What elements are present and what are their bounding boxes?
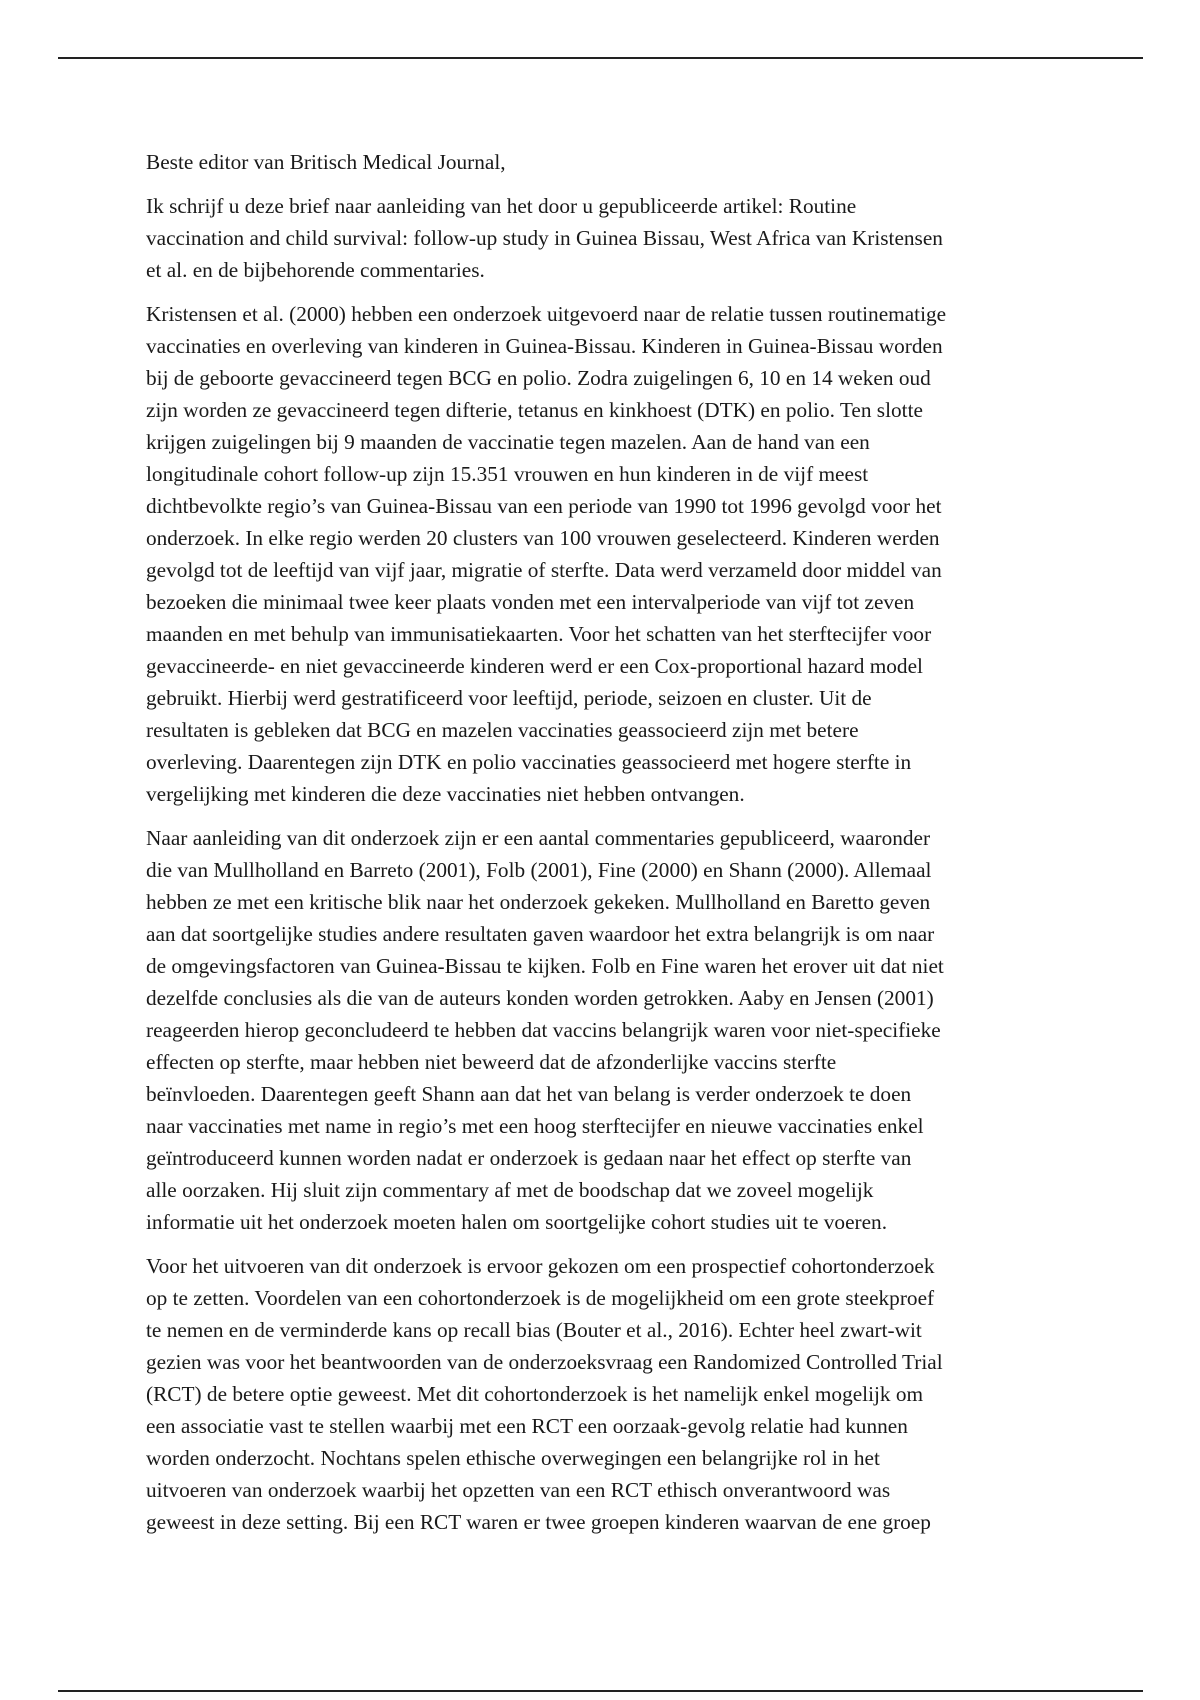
text-line: Naar aanleiding van dit onderzoek zijn er een aantal commentaries gepubliceerd, waaronder bbox=[146, 826, 931, 850]
text-line: alle oorzaken. Hij sluit zijn commentary af met de boodschap dat we zoveel mogelijk bbox=[146, 1178, 874, 1202]
text-line: krijgen zuigelingen bij 9 maanden de vaccinatie tegen mazelen. Aan de hand van een bbox=[146, 430, 870, 454]
text-line: vaccinaties en overleving van kinderen in Guinea-Bissau. Kinderen in Guinea-Bissau worden bbox=[146, 334, 943, 358]
text-line: beïnvloeden. Daarentegen geeft Shann aan dat het van belang is verder onderzoek te doen bbox=[146, 1082, 912, 1106]
text-line: geweest in deze setting. Bij een RCT waren er twee groepen kinderen waarvan de ene groep bbox=[146, 1510, 931, 1534]
text-line: (RCT) de betere optie geweest. Met dit cohortonderzoek is het namelijk enkel mogelijk om bbox=[146, 1382, 924, 1406]
text-line: de omgevingsfactoren van Guinea-Bissau te kijken. Folb en Fine waren het erover uit dat niet bbox=[146, 954, 944, 978]
text-line: een associatie vast te stellen waarbij met een RCT een oorzaak-gevolg relatie had kunnen bbox=[146, 1414, 908, 1438]
text-line: reageerden hierop geconcludeerd te hebben dat vaccins belangrijk waren voor niet-specifieke bbox=[146, 1018, 941, 1042]
letter-body bbox=[146, 146, 1066, 1550]
text-line: Voor het uitvoeren van dit onderzoek is ervoor gekozen om een prospectief cohortonderzoek bbox=[146, 1254, 935, 1278]
paragraph-1 bbox=[146, 190, 1066, 286]
text-line: gevaccineerde- en niet gevaccineerde kinderen werd er een Cox-proportional hazard model bbox=[146, 654, 923, 678]
text-line: resultaten is gebleken dat BCG en mazelen vaccinaties geassocieerd zijn met betere bbox=[146, 718, 859, 742]
text-line: worden onderzocht. Nochtans spelen ethische overwegingen een belangrijke rol in het bbox=[146, 1446, 880, 1470]
text-line: onderzoek. In elke regio werden 20 clusters van 100 vrouwen geselecteerd. Kinderen werden bbox=[146, 526, 940, 550]
text-line: Beste editor van Britisch Medical Journal, bbox=[146, 150, 506, 174]
text-line: overleving. Daarentegen zijn DTK en polio vaccinaties geassocieerd met hogere sterfte in bbox=[146, 750, 912, 774]
text-line: gezien was voor het beantwoorden van de onderzoeksvraag een Randomized Controlled Trial bbox=[146, 1350, 943, 1374]
text-line: dezelfde conclusies als die van de auteurs konden worden getrokken. Aaby en Jensen (2001) bbox=[146, 986, 934, 1010]
text-line: hebben ze met een kritische blik naar het onderzoek gekeken. Mullholland en Baretto geven bbox=[146, 890, 931, 914]
text-line: vaccination and child survival: follow-up study in Guinea Bissau, West Africa van Kristensen bbox=[146, 226, 943, 250]
paragraph-3 bbox=[146, 822, 1066, 1238]
text-line: gebruikt. Hierbij werd gestratificeerd voor leeftijd, periode, seizoen en cluster. Uit de bbox=[146, 686, 872, 710]
text-line: die van Mullholland en Barreto (2001), Folb (2001), Fine (2000) en Shann (2000). Allemaal bbox=[146, 858, 932, 882]
salutation bbox=[146, 146, 1066, 178]
text-line: dichtbevolkte regio’s van Guinea-Bissau van een periode van 1990 tot 1996 gevolgd voor het bbox=[146, 494, 942, 518]
text-line: op te zetten. Voordelen van een cohortonderzoek is de mogelijkheid om een grote steekproef bbox=[146, 1286, 935, 1310]
text-line: gevolgd tot de leeftijd van vijf jaar, migratie of sterfte. Data werd verzameld door middel van bbox=[146, 558, 942, 582]
text-line: Ik schrijf u deze brief naar aanleiding van het door u gepubliceerde artikel: Routine bbox=[146, 194, 857, 218]
text-line: Kristensen et al. (2000) hebben een onderzoek uitgevoerd naar de relatie tussen routinematige bbox=[146, 302, 947, 326]
text-line: effecten op sterfte, maar hebben niet beweerd dat de afzonderlijke vaccins sterfte bbox=[146, 1050, 837, 1074]
text-line: geïntroduceerd kunnen worden nadat er onderzoek is gedaan naar het effect op sterfte van bbox=[146, 1146, 912, 1170]
text-line: maanden en met behulp van immunisatiekaarten. Voor het schatten van het sterftecijfer voor bbox=[146, 622, 932, 646]
text-line: zijn worden ze gevaccineerd tegen difterie, tetanus en kinkhoest (DTK) en polio. Ten slotte bbox=[146, 398, 923, 422]
text-line: longitudinale cohort follow-up zijn 15.351 vrouwen en hun kinderen in de vijf meest bbox=[146, 462, 869, 486]
paragraph-2 bbox=[146, 298, 1066, 810]
top-rule bbox=[58, 57, 1143, 59]
text-line: et al. en de bijbehorende commentaries. bbox=[146, 258, 485, 282]
text-line: aan dat soortgelijke studies andere resultaten gaven waardoor het extra belangrijk is om naar bbox=[146, 922, 935, 946]
text-line: te nemen en de verminderde kans op recall bias (Bouter et al., 2016). Echter heel zwart-wit bbox=[146, 1318, 922, 1342]
text-line: uitvoeren van onderzoek waarbij het opzetten van een RCT ethisch onverantwoord was bbox=[146, 1478, 891, 1502]
text-line: bezoeken die minimaal twee keer plaats vonden met een intervalperiode van vijf tot zeven bbox=[146, 590, 915, 614]
text-line: naar vaccinaties met name in regio’s met een hoog sterftecijfer en nieuwe vaccinaties enkel bbox=[146, 1114, 924, 1138]
text-line: informatie uit het onderzoek moeten halen om soortgelijke cohort studies uit te voeren. bbox=[146, 1210, 888, 1234]
paragraph-4 bbox=[146, 1250, 1066, 1538]
paragraphs bbox=[146, 190, 1066, 1538]
text-line: bij de geboorte gevaccineerd tegen BCG en polio. Zodra zuigelingen 6, 10 en 14 weken oud bbox=[146, 366, 931, 390]
bottom-rule bbox=[58, 1690, 1143, 1692]
text-line: vergelijking met kinderen die deze vaccinaties niet hebben ontvangen. bbox=[146, 782, 745, 806]
